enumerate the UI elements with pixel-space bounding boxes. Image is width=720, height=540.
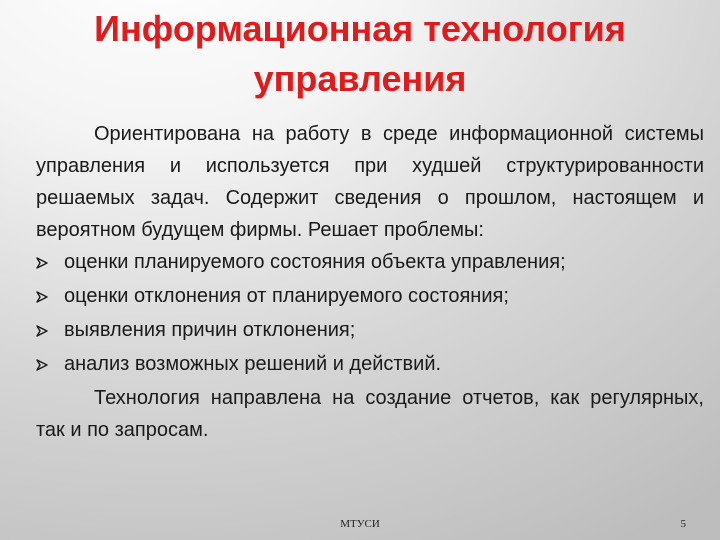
list-item-text: оценки отклонения от планируемого состояния;	[64, 285, 509, 307]
slide-title-line-1: Информационная технология	[94, 8, 626, 49]
list-item	[36, 348, 704, 382]
conclusion-paragraph: Технология направлена на создание отчетов, как регулярных, так и по запросам.	[36, 387, 704, 441]
list-item-text: выявления причин отклонения;	[64, 319, 356, 341]
arrowhead-bullet-icon	[36, 282, 64, 314]
slide-title	[0, 4, 720, 104]
arrowhead-bullet-icon	[36, 316, 64, 348]
list-item	[36, 314, 704, 348]
intro-paragraph: Ориентирована на работу в среде информационной системы управления и используется при худшей структурированности решаемых задач. Содержит сведения о прошлом, настоящем и вероятном будущем фирмы. Решает проблемы:	[36, 123, 704, 241]
list-item-text: оценки планируемого состояния объекта управления;	[64, 251, 566, 273]
problem-list	[36, 246, 704, 382]
list-item	[36, 280, 704, 314]
footer-organization: МТУСИ	[340, 518, 380, 530]
slide-body	[36, 118, 704, 446]
list-item	[36, 246, 704, 280]
arrowhead-bullet-icon	[36, 248, 64, 280]
arrowhead-bullet-icon	[36, 350, 64, 382]
slide-title-line-2: управления	[253, 58, 467, 99]
page-number: 5	[680, 518, 686, 530]
list-item-text: анализ возможных решений и действий.	[64, 353, 442, 375]
